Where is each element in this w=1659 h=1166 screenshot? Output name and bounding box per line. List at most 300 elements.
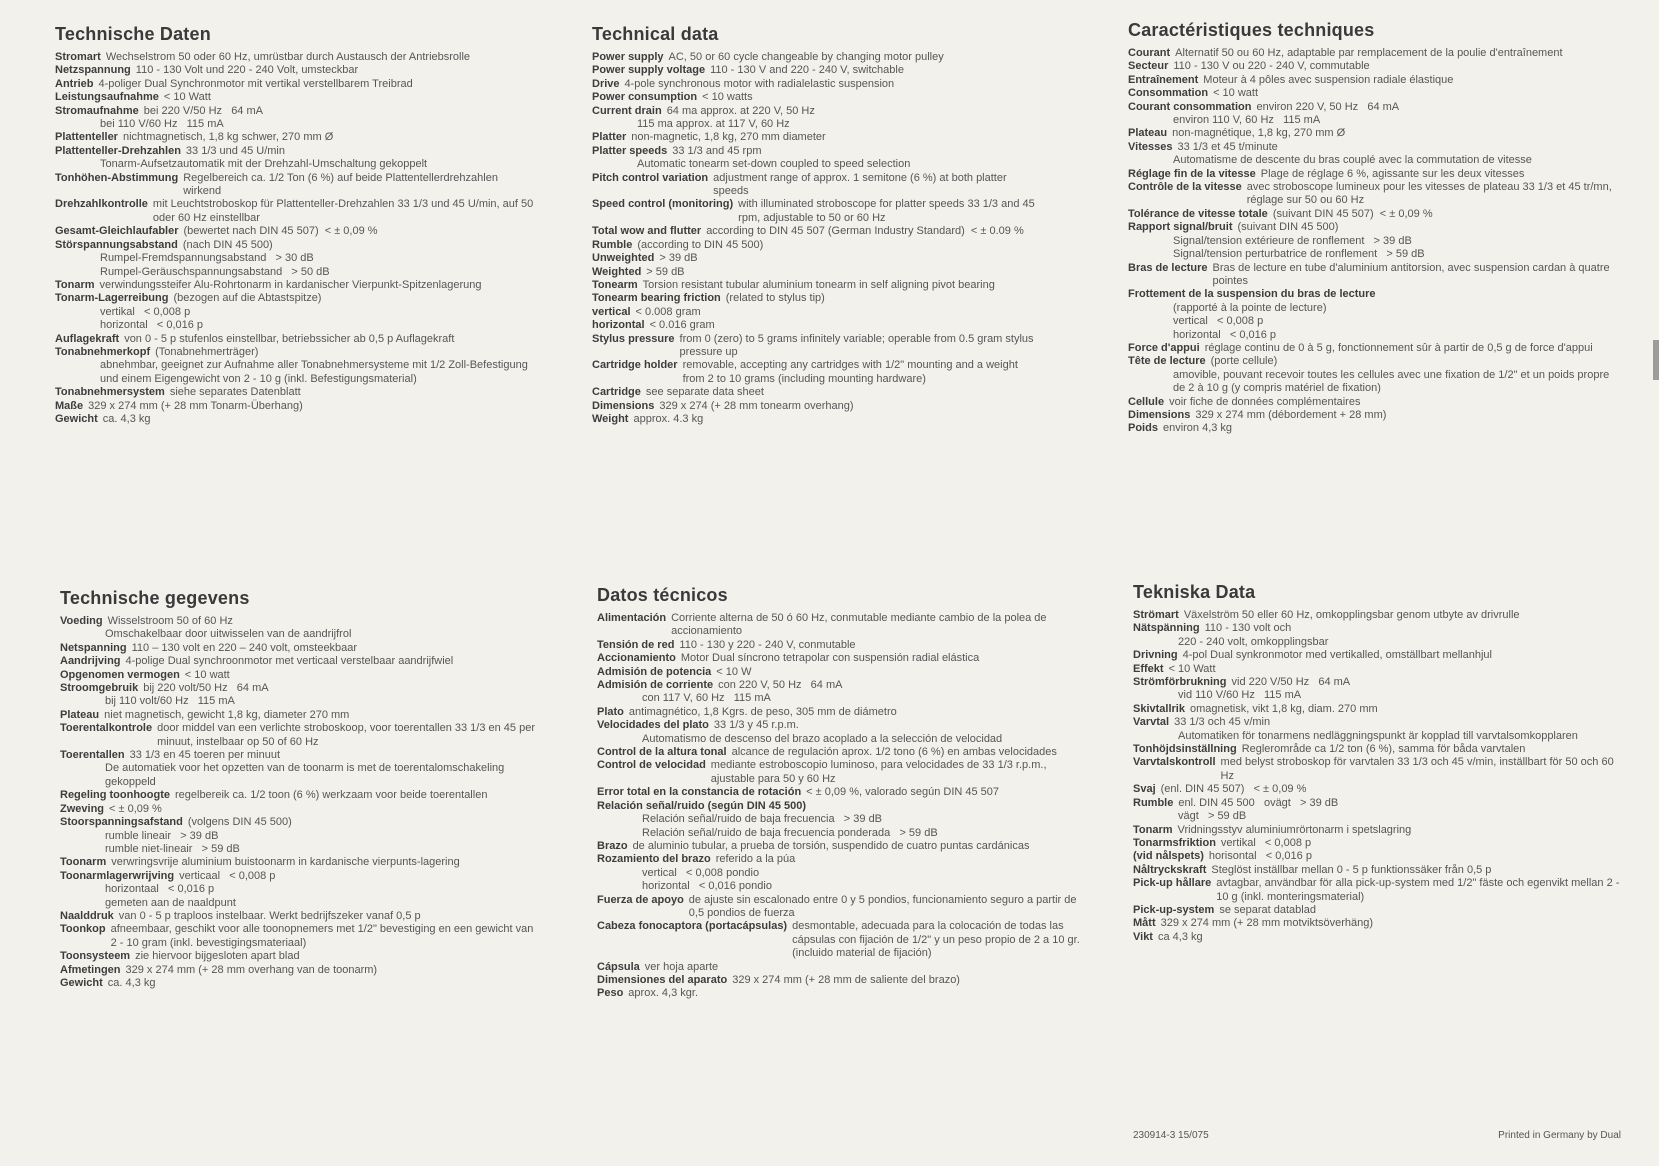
spec-value: with illuminated stroboscope for platter speeds 33 1/3 and 45 rpm, adjustable to 50 or 60 Hz <box>738 198 1038 224</box>
spec-label: Antrieb <box>55 77 94 90</box>
spec-label: Vikt <box>1133 930 1153 943</box>
spec-value: Wechselstrom 50 oder 60 Hz, umrüstbar durch Austausch der Antriebsrolle <box>105 51 471 63</box>
spec-value: Tonarm-Aufsetzautomatik mit der Drehzahl-Umschaltung gekoppelt <box>100 158 428 171</box>
spec-label: Stromaufnahme <box>55 104 139 117</box>
spec-row <box>1133 689 1623 702</box>
spec-row <box>55 131 535 144</box>
spec-row <box>55 51 535 64</box>
spec-label: Nåltryckskraft <box>1133 863 1207 876</box>
spec-value: vertical < 0,008 p <box>1173 315 1264 328</box>
spec-value: < ± 0,09 % <box>109 802 162 815</box>
spec-value: approx. 4.3 kg <box>633 412 704 425</box>
spec-value: 64 ma approx. at 220 V, 50 Hz <box>666 104 815 117</box>
spec-value: 33 1/3 och 45 v/min <box>1174 716 1271 729</box>
spec-label: Stromart <box>55 51 101 63</box>
spec-label: Cápsula <box>597 960 640 973</box>
spec-row <box>55 386 535 399</box>
spec-row <box>592 400 1037 413</box>
spec-row <box>60 615 540 628</box>
section-title: Technische gegevens <box>60 588 250 608</box>
spec-label: Tonarm <box>55 278 95 291</box>
spec-value: 329 x 274 mm (débordement + 28 mm) <box>1195 408 1387 421</box>
spec-row <box>1128 409 1623 422</box>
spec-value: bei 220 V/50 Hz 64 mA <box>143 104 263 117</box>
page-edge-mark <box>1653 340 1659 380</box>
spec-label: Gesamt-Gleichlaufabler <box>55 225 179 238</box>
spec-label: Tonabnehmersystem <box>55 386 165 399</box>
spec-row <box>1128 181 1623 208</box>
spec-value: ca. 4,3 kg <box>102 412 151 425</box>
spec-label: Réglage fin de la vitesse <box>1128 167 1256 180</box>
spec-label: Peso <box>597 987 624 1000</box>
spec-value: Reglerområde ca 1/2 ton (6 %), samma för båda varvtalen <box>1241 743 1526 756</box>
spec-value: environ 110 V, 60 Hz 115 mA <box>1173 114 1321 127</box>
spec-label: Tolérance de vitesse totale <box>1128 207 1268 220</box>
spec-label: Opgenomen vermogen <box>60 668 180 681</box>
spec-value: enl. DIN 45 500 ovägt > 39 dB <box>1178 796 1339 809</box>
spec-value: Relación señal/ruido de baja frecuencia > 39 dB <box>642 813 883 826</box>
spec-label: Toonsysteem <box>60 950 131 963</box>
print-code: 230914-3 15/075 <box>1133 1130 1209 1141</box>
spec-value: con 220 V, 50 Hz 64 mA <box>718 679 843 692</box>
section-spanish <box>597 585 1082 1001</box>
spec-row <box>1128 114 1623 127</box>
spec-row <box>55 400 535 413</box>
spec-row <box>592 78 1037 91</box>
section-swedish <box>1133 582 1623 944</box>
spec-value: rumble niet-lineair > 59 dB <box>105 842 240 855</box>
spec-label: Afmetingen <box>60 963 121 976</box>
spec-value: (bezogen auf die Abtastspitze) <box>173 292 322 305</box>
spec-row <box>597 706 1082 719</box>
spec-row <box>592 239 1037 252</box>
spec-row <box>1128 396 1623 409</box>
spec-row <box>1128 127 1623 140</box>
spec-value: verticaal < 0,008 p <box>179 869 276 882</box>
section-french <box>1128 20 1623 436</box>
spec-row <box>1133 824 1623 837</box>
spec-label: Tonhöjdsinställning <box>1133 743 1237 756</box>
spec-label: Netzspannung <box>55 64 131 77</box>
spec-label: Vitesses <box>1128 140 1173 153</box>
spec-label: Poids <box>1128 422 1158 435</box>
spec-row <box>55 145 535 158</box>
spec-value: ca 4,3 kg <box>1157 930 1203 943</box>
spec-label: Netspanning <box>60 641 127 654</box>
spec-row <box>597 800 1082 813</box>
spec-value: antimagnético, 1,8 Kgrs. de peso, 305 mm de diámetro <box>628 705 897 718</box>
spec-row <box>592 172 1037 199</box>
spec-row <box>592 306 1037 319</box>
spec-label: Plato <box>597 705 624 718</box>
spec-value: de ajuste sin escalonado entre 0 y 5 pondios, funcionamiento seguro a partir de 0,5 pondios de fuerza <box>688 893 1080 919</box>
spec-value: 33 1/3 y 45 r.p.m. <box>713 719 799 732</box>
spec-label: Stroomgebruik <box>60 682 139 695</box>
spec-row <box>1128 288 1623 301</box>
spec-value: < 0.008 gram <box>635 305 701 318</box>
spec-value: Alternatif 50 ou 60 Hz, adaptable par remplacement de la poulie d'entraînement <box>1175 47 1563 59</box>
spec-row <box>592 252 1037 265</box>
spec-label: Naalddruk <box>60 909 114 922</box>
spec-value: van 0 - 5 p traploos instelbaar. Werkt bedrijfszeker vanaf 0,5 p <box>118 909 421 922</box>
spec-label: Courant consommation <box>1128 100 1252 113</box>
spec-row <box>597 652 1082 665</box>
spec-row <box>55 359 535 386</box>
spec-row <box>1133 663 1623 676</box>
spec-value: (rapporté à la pointe de lecture) <box>1173 301 1327 314</box>
spec-row <box>55 105 535 118</box>
spec-label: Drivning <box>1133 649 1178 662</box>
spec-row <box>55 346 535 359</box>
spec-row <box>60 682 540 695</box>
spec-value: 33 1/3 and 45 rpm <box>672 144 762 157</box>
section-german <box>55 24 535 426</box>
spec-value: de aluminio tubular, a prueba de torsión, suspendido de cuatro puntas cardánicas <box>632 839 1030 852</box>
spec-value: AC, 50 or 60 cycle changeable by changing motor pulley <box>668 51 944 63</box>
section-title: Technische Daten <box>55 24 211 44</box>
spec-label: Dimensions <box>1128 408 1191 421</box>
spec-row <box>597 894 1082 921</box>
spec-value: vertikal < 0,008 p <box>1220 836 1312 849</box>
spec-value: 110 - 130 y 220 - 240 V, conmutable <box>679 638 856 651</box>
spec-row <box>592 292 1037 305</box>
spec-row <box>592 319 1037 332</box>
spec-row <box>597 759 1082 786</box>
spec-value: from 0 (zero) to 5 grams infinitely variable; operable from 0.5 gram stylus pressure up <box>679 332 1037 358</box>
spec-label: Relación señal/ruido (según DIN 45 500) <box>597 799 807 812</box>
spec-label: Velocidades del plato <box>597 719 709 732</box>
spec-value: 33 1/3 en 45 toeren per minuut <box>129 749 281 762</box>
spec-row <box>592 51 1037 64</box>
spec-label: Strömförbrukning <box>1133 676 1227 689</box>
spec-value: < 10 Watt <box>163 91 211 104</box>
spec-value: niet magnetisch, gewicht 1,8 kg, diameter 270 mm <box>104 708 350 721</box>
spec-label: Plateau <box>60 708 100 721</box>
spec-value: vid 220 V/50 Hz 64 mA <box>1231 676 1351 689</box>
spec-row <box>60 816 540 829</box>
spec-row <box>597 692 1082 705</box>
spec-label: Störspannungsabstand <box>55 238 178 251</box>
spec-value: con 117 V, 60 Hz 115 mA <box>642 692 771 705</box>
spec-label: Maße <box>55 399 84 412</box>
spec-row <box>592 386 1037 399</box>
spec-value: bei 110 V/60 Hz 115 mA <box>100 118 224 131</box>
spec-value: 220 - 240 volt, omkopplingsbar <box>1178 635 1329 648</box>
spec-value: Moteur à 4 pôles avec suspension radiale élastique <box>1203 73 1454 86</box>
spec-value: Plage de réglage 6 %, agissante sur les deux vitesses <box>1260 167 1525 180</box>
spec-label: Skivtallrik <box>1133 702 1185 715</box>
spec-value: < 10 Watt <box>1168 662 1216 675</box>
spec-label: Cabeza fonocaptora (portacápsulas) <box>597 920 788 933</box>
spec-value: < 10 watts <box>702 91 753 104</box>
spec-label: Consommation <box>1128 87 1209 100</box>
spec-row <box>60 803 540 816</box>
spec-label: Strömart <box>1133 609 1179 621</box>
spec-row <box>60 762 540 789</box>
spec-label: Brazo <box>597 839 628 852</box>
spec-row <box>597 746 1082 759</box>
spec-value: Torsion resistant tubular aluminium tonearm in self aligning pivot bearing <box>642 278 995 291</box>
spec-label: Dimensions <box>592 399 655 412</box>
spec-value: omagnetisk, vikt 1,8 kg, diam. 270 mm <box>1189 702 1378 715</box>
spec-row <box>60 950 540 963</box>
spec-row <box>60 830 540 843</box>
spec-row <box>55 333 535 346</box>
spec-row <box>60 628 540 641</box>
spec-value: siehe separates Datenblatt <box>169 386 301 399</box>
spec-row <box>1128 208 1623 221</box>
spec-label: Admisión de potencia <box>597 665 712 678</box>
spec-label: Tonarm-Lagerreibung <box>55 292 169 305</box>
spec-value: see separate data sheet <box>645 386 764 399</box>
spec-value: se separat datablad <box>1219 903 1316 916</box>
spec-label: Nätspänning <box>1133 622 1200 635</box>
spec-value: 33 1/3 und 45 U/min <box>185 144 285 157</box>
spec-label: Varvtal <box>1133 716 1170 729</box>
spec-value: Motor Dual síncrono tetrapolar con suspensión radial elástica <box>680 652 980 665</box>
spec-row <box>1128 248 1623 261</box>
spec-value: Signal/tension extérieure de ronflement > 39 dB <box>1173 234 1412 247</box>
spec-row <box>55 306 535 319</box>
spec-row <box>1133 837 1623 850</box>
spec-label: Drehzahlkontrolle <box>55 198 148 211</box>
spec-value: voir fiche de données complémentaires <box>1169 395 1361 408</box>
spec-row <box>55 239 535 252</box>
spec-label: Secteur <box>1128 60 1169 73</box>
spec-label: Svaj <box>1133 783 1156 796</box>
spec-label: Tonarm <box>1133 823 1173 836</box>
spec-row <box>1133 783 1623 796</box>
spec-label: Pick-up hållare <box>1133 877 1212 890</box>
spec-label: Weight <box>592 412 629 425</box>
spec-label: Weighted <box>592 265 642 278</box>
spec-row <box>592 279 1037 292</box>
spec-row <box>592 118 1037 131</box>
spec-row <box>60 897 540 910</box>
spec-value: Automatismo de descenso del brazo acoplado a la selección de velocidad <box>642 732 1003 745</box>
spec-row <box>1128 87 1623 100</box>
spec-row <box>592 413 1037 426</box>
spec-row <box>60 883 540 896</box>
spec-value: (Tonabnehmerträger) <box>155 345 259 358</box>
spec-value: < ± 0,09 %, valorado según DIN 45 507 <box>806 786 1000 799</box>
spec-label: horizontal <box>592 319 645 332</box>
spec-label: Tensión de red <box>597 638 675 651</box>
spec-label: Auflagekraft <box>55 332 120 345</box>
spec-row <box>55 413 535 426</box>
spec-value: nichtmagnetisch, 1,8 kg schwer, 270 mm Ø <box>122 131 334 144</box>
spec-row <box>1128 47 1623 60</box>
spec-value: environ 4,3 kg <box>1162 422 1233 435</box>
spec-value: > 39 dB <box>659 252 698 265</box>
spec-row <box>1128 315 1623 328</box>
spec-value: Automatiken för tonarmens nedläggningspunkt är kopplad till varvtalsomkopplaren <box>1178 729 1578 742</box>
spec-row <box>55 78 535 91</box>
spec-row <box>592 225 1037 238</box>
spec-label: Gewicht <box>55 412 98 425</box>
spec-label: vertical <box>592 305 631 318</box>
spec-label: Power consumption <box>592 91 698 104</box>
spec-row <box>60 749 540 762</box>
spec-value: < 0.016 gram <box>649 319 715 332</box>
spec-value: horizontaal < 0,016 p <box>105 883 215 896</box>
spec-label: Courant <box>1128 47 1171 59</box>
spec-row <box>55 198 535 225</box>
spec-label: Error total en la constancia de rotación <box>597 786 802 799</box>
spec-row <box>1133 904 1623 917</box>
spec-value: (according to DIN 45 500) <box>637 238 764 251</box>
spec-row <box>60 977 540 990</box>
spec-row <box>1128 60 1623 73</box>
section-title: Technical data <box>592 24 719 44</box>
spec-value: verwringsvrije aluminium buistoonarm in kardanische vierpunts-lagering <box>111 856 460 869</box>
spec-row <box>1128 355 1623 368</box>
spec-row <box>1133 716 1623 729</box>
spec-row <box>1128 101 1623 114</box>
spec-label: Accionamiento <box>597 652 676 665</box>
spec-label: Rapport signal/bruit <box>1128 221 1233 234</box>
spec-row <box>60 843 540 856</box>
spec-label: Unweighted <box>592 252 655 265</box>
spec-value: (related to stylus tip) <box>725 292 825 305</box>
spec-value: rumble lineair > 39 dB <box>105 829 219 842</box>
spec-value: 329 x 274 mm (+ 28 mm overhang van de toonarm) <box>125 963 378 976</box>
spec-row <box>1133 636 1623 649</box>
spec-label: Admisión de corriente <box>597 679 714 692</box>
spec-row <box>55 225 535 238</box>
spec-row <box>1133 676 1623 689</box>
spec-row <box>55 319 535 332</box>
spec-row <box>597 733 1082 746</box>
spec-row <box>592 145 1037 158</box>
spec-label: Contrôle de la vitesse <box>1128 181 1242 194</box>
spec-label: Voeding <box>60 615 103 627</box>
spec-row <box>1128 342 1623 355</box>
spec-row <box>597 840 1082 853</box>
spec-value: bij 220 volt/50 Hz 64 mA <box>143 682 269 695</box>
spec-row <box>597 719 1082 732</box>
spec-value: door middel van een verlichte stroboskoop, voor toerentallen 33 1/3 en 45 per minuut, instelbaar op 50 of 60 Hz <box>157 722 539 748</box>
spec-row <box>60 722 540 749</box>
spec-value: (suivant DIN 45 507) < ± 0,09 % <box>1272 207 1433 220</box>
spec-label: Current drain <box>592 104 662 117</box>
spec-value: med belyst stroboskop för varvtalen 33 1/3 och 45 v/min, inställbart för 50 och 60 Hz <box>1220 756 1617 782</box>
spec-row <box>1133 810 1623 823</box>
spec-value: ca. 4,3 kg <box>107 976 156 989</box>
spec-label: Control de la altura tonal <box>597 746 727 759</box>
spec-label: Regeling toonhoogte <box>60 789 170 802</box>
spec-value: (nach DIN 45 500) <box>182 238 273 251</box>
spec-value: réglage continu de 0 à 5 g, fonctionnement sûr à partir de 0,5 g de force d'appui <box>1204 341 1593 354</box>
spec-value: > 59 dB <box>646 265 685 278</box>
spec-label: Stylus pressure <box>592 332 675 345</box>
spec-row <box>597 827 1082 840</box>
spec-value: 110 - 130 V and 220 - 240 V, switchable <box>710 64 904 77</box>
spec-list <box>1128 47 1623 436</box>
spec-row <box>1128 74 1623 87</box>
spec-value: Omschakelbaar door uitwisselen van de aandrijfrol <box>105 628 352 641</box>
spec-value: 4-polige Dual synchroonmotor met verticaal verstelbaar aandrijfwiel <box>125 655 454 668</box>
spec-row <box>55 158 535 171</box>
spec-value: Relación señal/ruido de baja frecuencia ponderada > 59 dB <box>642 826 938 839</box>
spec-row <box>1128 422 1623 435</box>
spec-label: Rumble <box>592 238 633 251</box>
spec-label: Plattenteller <box>55 131 118 144</box>
spec-row <box>60 964 540 977</box>
spec-label: Alimentación <box>597 612 667 624</box>
spec-row <box>1128 262 1623 289</box>
spec-label: Tonarmsfriktion <box>1133 836 1216 849</box>
spec-value: von 0 - 5 p stufenlos einstellbar, betriebssicher ab 0,5 p Auflagekraft <box>124 332 455 345</box>
spec-row <box>592 158 1037 171</box>
spec-row <box>597 867 1082 880</box>
spec-value: vertical < 0,008 pondio <box>642 866 760 879</box>
spec-label: Gewicht <box>60 976 103 989</box>
spec-value: (bewertet nach DIN 45 507) < ± 0,09 % <box>183 225 378 238</box>
spec-row <box>55 266 535 279</box>
spec-value: Corriente alterna de 50 ó 60 Hz, conmutable mediante cambio de la polea de accionamiento <box>671 612 1050 638</box>
spec-value: Vridningsstyv aluminiumrörtonarm i spetslagring <box>1177 823 1412 836</box>
spec-label: Drive <box>592 77 620 90</box>
spec-row <box>597 853 1082 866</box>
spec-value: ver hoja aparte <box>644 960 719 973</box>
spec-label: Cellule <box>1128 395 1165 408</box>
spec-row <box>597 679 1082 692</box>
spec-label: Aandrijving <box>60 655 121 668</box>
spec-value: referido a la púa <box>715 853 796 866</box>
spec-label: Tonearm bearing friction <box>592 292 721 305</box>
spec-value: Regelbereich ca. 1/2 Ton (6 %) auf beide Plattentellerdrehzahlen wirkend <box>183 171 502 198</box>
spec-label: Rozamiento del brazo <box>597 853 711 866</box>
spec-value: Bras de lecture en tube d'aluminium antitorsion, avec suspension cardan à quatre pointes <box>1212 261 1613 287</box>
spec-value: environ 220 V, 50 Hz 64 mA <box>1256 100 1400 113</box>
spec-label: Leistungsaufnahme <box>55 91 159 104</box>
spec-row <box>1128 235 1623 248</box>
spec-value: gemeten aan de naaldpunt <box>105 896 236 909</box>
spec-row <box>1128 221 1623 234</box>
spec-row <box>1128 302 1623 315</box>
spec-row <box>1133 756 1623 783</box>
spec-value: (enl. DIN 45 507) < ± 0,09 % <box>1160 783 1307 796</box>
spec-value: 4-pole synchronous motor with radialelastic suspension <box>624 77 895 90</box>
spec-label: Tête de lecture <box>1128 355 1206 368</box>
spec-value: Rumpel-Fremdspannungsabstand > 30 dB <box>100 252 314 265</box>
spec-value: adjustment range of approx. 1 semitone (6 %) at both platter speeds <box>713 171 1010 198</box>
spec-row <box>60 856 540 869</box>
spec-list <box>55 51 535 426</box>
spec-value: Automatic tonearm set-down coupled to speed selection <box>637 158 911 171</box>
spec-value: mit Leuchtstroboskop für Plattenteller-Drehzahlen 33 1/3 und 45 U/min, auf 50 oder 60 Hz einstellbar <box>152 198 537 224</box>
spec-value: vägt > 59 dB <box>1178 810 1247 823</box>
spec-value: avec stroboscope lumineux pour les vitesses de plateau 33 1/3 et 45 tr/mn, réglage sur 50 ou 60 Hz <box>1246 181 1615 207</box>
spec-value: horisontal < 0,016 p <box>1208 850 1312 863</box>
spec-row <box>592 91 1037 104</box>
spec-list <box>1133 609 1623 944</box>
spec-row <box>55 172 535 199</box>
spec-label: Toonkop <box>60 923 106 936</box>
spec-row <box>1133 730 1623 743</box>
spec-value: abnehmbar, geeignet zur Aufnahme aller Tonabnehmersysteme mit 1/2 Zoll-Befestigung und einem Eigengewicht von 2 - 10 g (inkl. Befestigungsmaterial) <box>100 359 531 385</box>
spec-value: removable, accepting any cartridges with 1/2" mounting and a weight from 2 to 10 grams (including mounting hardware) <box>682 359 1021 385</box>
spec-value: bij 110 volt/60 Hz 115 mA <box>105 695 235 708</box>
spec-label: Toerentallen <box>60 749 125 762</box>
spec-label: Platter <box>592 131 627 144</box>
spec-row <box>592 131 1037 144</box>
spec-row <box>55 292 535 305</box>
spec-label: Speed control (monitoring) <box>592 198 734 211</box>
spec-label: Platter speeds <box>592 144 668 157</box>
spec-label: Tonearm <box>592 278 638 291</box>
